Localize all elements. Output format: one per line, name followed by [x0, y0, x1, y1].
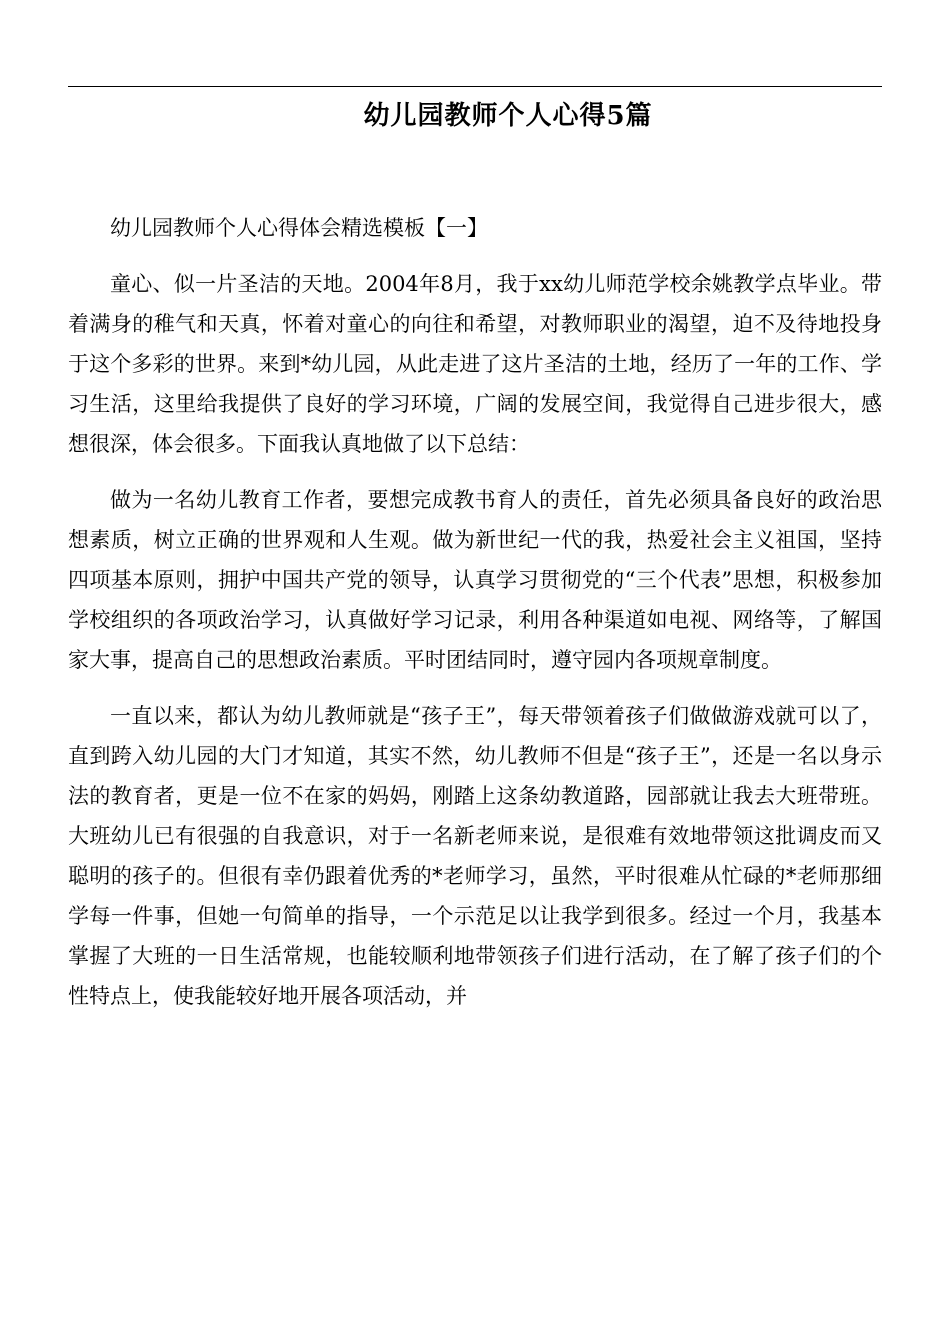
paragraph: 童心、似一片圣洁的天地。2004年8月，我于xx幼儿师范学校余姚教学点毕业。带着满身的稚气和天真，怀着对童心的向往和希望，对教师职业的渴望，迫不及待地投身于这个多彩的世界。来到*幼儿园，从此走进了这片圣洁的土地，经历了一年的工作、学习生活，这里给我提供了良好的学习环境，广阔的发展空间，我觉得自己进步很大，感想很深，体会很多。下面我认真地做了以下总结： — [68, 272, 882, 456]
section-heading: 幼儿园教师个人心得体会精选模板【一】 — [110, 216, 488, 240]
document-body — [68, 208, 882, 1016]
paragraph: 一直以来，都认为幼儿教师就是“孩子王”，每天带领着孩子们做做游戏就可以了，直到跨入幼儿园的大门才知道，其实不然，幼儿教师不但是“孩子王”，还是一名以身示法的教育者，更是一位不在家的妈妈，刚踏上这条幼教道路，园部就让我去大班带班。大班幼儿已有很强的自我意识，对于一名新老师来说，是很难有效地带领这批调皮而又聪明的孩子的。但很有幸仍跟着优秀的*老师学习，虽然，平时很难从忙碌的*老师那细学每一件事，但她一句简单的指导，一个示范足以让我学到很多。经过一个月，我基本掌握了大班的一日生活常规，也能较顺利地带领孩子们进行活动，在了解了孩子们的个性特点上，使我能较好地开展各项活动，并 — [68, 704, 882, 1008]
header-rule — [68, 86, 882, 87]
paragraph: 做为一名幼儿教育工作者，要想完成教书育人的责任，首先必须具备良好的政治思想素质，树立正确的世界观和人生观。做为新世纪一代的我，热爱社会主义祖国，坚持四项基本原则，拥护中国共产党的领导，认真学习贯彻党的“三个代表”思想，积极参加学校组织的各项政治学习，认真做好学习记录，利用各种渠道如电视、网络等，了解国家大事，提高自己的思想政治素质。平时团结同时，遵守园内各项规章制度。 — [68, 488, 882, 672]
document-title: 幼儿园教师个人心得5篇 — [363, 101, 653, 131]
